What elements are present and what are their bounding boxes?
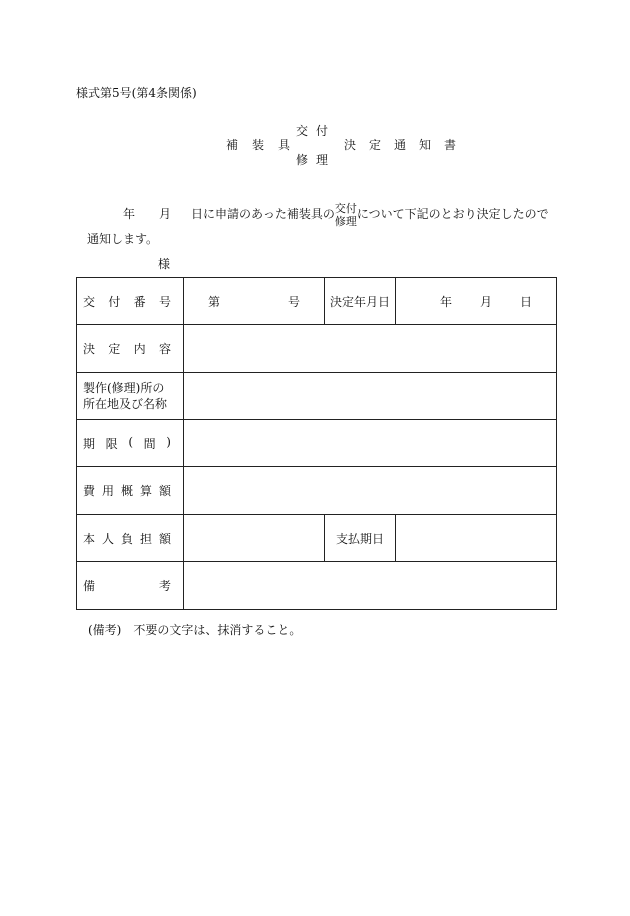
gou-label: 号 — [287, 294, 300, 309]
label-char: 額 — [158, 531, 171, 546]
label-char: 人 — [101, 531, 114, 546]
recipient-sama: 様 — [158, 257, 171, 271]
title-option-shuri: 修理 — [296, 153, 337, 167]
label-char: 間 — [143, 436, 156, 451]
label-char: ( — [128, 434, 133, 449]
label-char: 内 — [133, 342, 146, 356]
kigen-label — [77, 420, 184, 467]
label-char: 決 — [83, 342, 96, 356]
bikou-text — [83, 577, 171, 594]
koufu-shuri-choice — [335, 202, 357, 228]
choice-koufu: 交付 — [334, 201, 357, 215]
label-char: 費 — [83, 484, 96, 498]
table-row — [77, 325, 557, 373]
seisaku-label — [77, 373, 184, 420]
koufu-bangou-value — [184, 278, 325, 325]
label-char: 本 — [83, 531, 96, 546]
label-char: 期 — [83, 436, 96, 451]
kettei-naiyou-label — [77, 325, 184, 373]
label-char: 算 — [139, 484, 152, 498]
table-row — [77, 373, 557, 420]
dai-label: 第 — [208, 294, 221, 309]
year-label: 年 — [123, 207, 136, 221]
kettei-naiyou-value[interactable] — [184, 325, 557, 373]
seisaku-line-1: 製作(修理)所の — [83, 381, 165, 395]
label-char: 概 — [120, 484, 133, 498]
title-hosougu: 補装具 — [226, 138, 305, 152]
body-line-2: 通知します。 — [87, 232, 159, 246]
kigen-text — [83, 435, 171, 452]
label-char: 用 — [101, 484, 114, 498]
seisaku-value[interactable] — [184, 373, 557, 420]
title-kettei-tsuchisho: 決定通知書 — [344, 138, 470, 152]
body-line-1 — [123, 201, 549, 228]
notice-table — [76, 277, 557, 610]
table-row — [77, 562, 557, 610]
shiharai-label: 支払期日 — [325, 515, 396, 562]
kettei-naiyou-text — [83, 340, 171, 357]
month-label: 月 — [159, 207, 172, 221]
hi-label: 日 — [519, 294, 532, 309]
label-char: 付 — [108, 294, 121, 309]
hiyou-label — [77, 467, 184, 515]
after-text: について下記のとおり決定したので — [356, 207, 549, 221]
bikou-value[interactable] — [184, 562, 557, 610]
label-char: 限 — [105, 436, 118, 451]
label-char: 交 — [83, 294, 96, 309]
title-option-koufu: 交付 — [296, 124, 337, 138]
kettei-date-value — [396, 278, 557, 325]
seisaku-line-2: 所在地及び名称 — [83, 397, 168, 411]
kigen-value[interactable] — [184, 420, 557, 467]
label-char: 容 — [158, 342, 171, 356]
footnote-text: 不要の文字は、抹消すること。 — [133, 623, 302, 637]
label-char: ) — [166, 434, 171, 449]
label-char: 号 — [158, 294, 171, 309]
label-char: 備 — [83, 579, 96, 593]
tsuki-label: 月 — [479, 294, 492, 309]
hiyou-value[interactable] — [184, 467, 557, 515]
label-char: 考 — [158, 579, 171, 593]
shiharai-value[interactable] — [396, 515, 557, 562]
kettei-date-label: 決定年月日 — [325, 278, 396, 325]
koufu-bangou-text — [83, 293, 171, 310]
nen-label: 年 — [439, 294, 452, 309]
form-number: 様式第5号(第4条関係) — [76, 86, 197, 100]
table-row — [77, 467, 557, 515]
koufu-bangou-label — [77, 278, 184, 325]
day-text: 日に申請のあった補装具の — [191, 207, 335, 221]
label-char: 額 — [158, 484, 171, 498]
bikou-label — [77, 562, 184, 610]
footnote-label: (備考) — [88, 623, 122, 637]
choice-shuri: 修理 — [334, 214, 357, 228]
honnin-text — [83, 530, 171, 547]
honnin-value[interactable] — [184, 515, 325, 562]
table-row — [77, 515, 557, 562]
honnin-label — [77, 515, 184, 562]
table-row — [77, 278, 557, 325]
label-char: 定 — [108, 342, 121, 356]
table-row — [77, 420, 557, 467]
label-char: 負 — [120, 531, 133, 546]
label-char: 番 — [133, 294, 146, 309]
footnote — [88, 621, 301, 638]
label-char: 担 — [139, 531, 152, 546]
hiyou-text — [83, 482, 171, 499]
